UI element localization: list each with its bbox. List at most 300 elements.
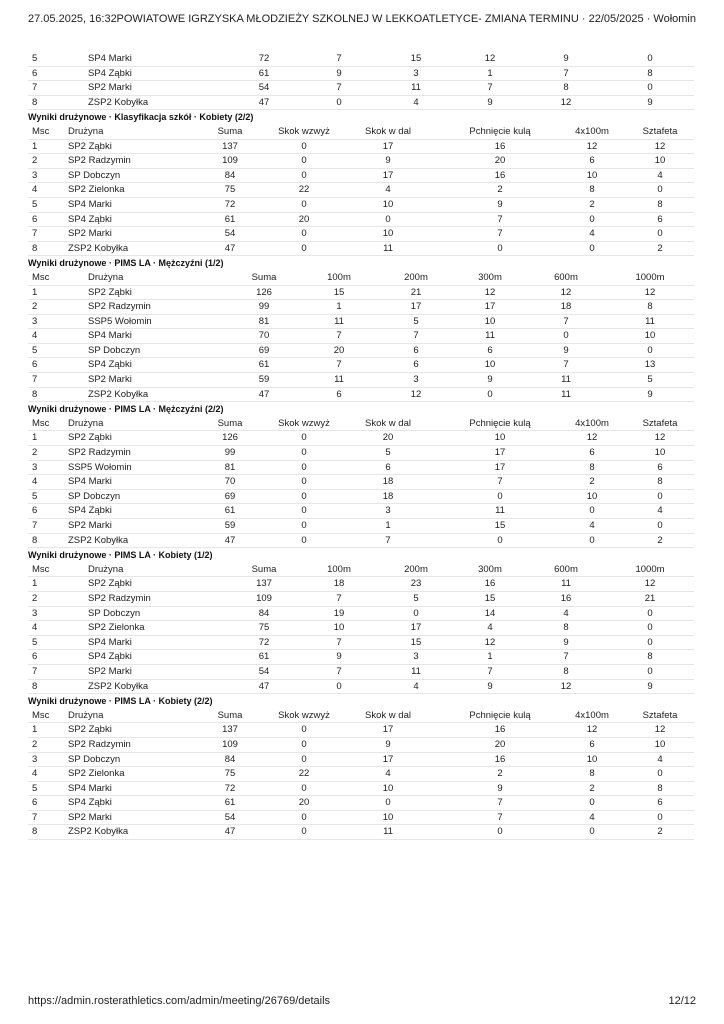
table-cell: 10 <box>654 738 666 750</box>
table-cell: 17 <box>494 461 506 473</box>
table-cell: SP2 Marki <box>68 228 112 240</box>
table-cell: SP4 Marki <box>88 330 132 342</box>
table-cell: 21 <box>410 286 422 298</box>
table-cell: 0 <box>589 534 595 546</box>
table-cell: 10 <box>382 198 394 210</box>
table-cell: 11 <box>561 374 571 386</box>
table-row <box>28 490 694 505</box>
table-cell: 12 <box>654 432 666 444</box>
column-header: 4x100m <box>575 709 609 721</box>
table-cell: 5 <box>413 592 419 604</box>
table-cell: 17 <box>410 301 422 313</box>
table-cell: SP2 Marki <box>88 374 132 386</box>
table-cell: 3 <box>413 374 419 386</box>
table-cell: 4 <box>32 330 38 342</box>
table-cell: SP2 Marki <box>68 520 112 531</box>
table-row <box>28 607 694 622</box>
table-cell: SP4 Ząbki <box>68 505 112 517</box>
table-cell: 4 <box>657 753 663 765</box>
table-row <box>28 227 694 242</box>
column-header: Skok w dal <box>365 709 411 721</box>
table-cell: 8 <box>32 826 38 838</box>
section-title: Wyniki drużynowe · PIMS LA · Kobiety (1/2) <box>28 550 213 561</box>
table-row <box>28 825 694 840</box>
table-cell: 12 <box>644 578 656 590</box>
table-cell: 9 <box>563 344 569 356</box>
table-cell: 10 <box>494 432 506 444</box>
section-title: Wyniki drużynowe · PIMS LA · Kobiety (2/2) <box>28 696 213 707</box>
table-row <box>28 329 694 344</box>
table-cell: 12 <box>560 286 572 298</box>
column-header: Skok w dal <box>365 125 411 137</box>
table-cell: 7 <box>563 315 569 327</box>
table-cell: 8 <box>563 82 569 94</box>
table-cell: 84 <box>224 169 236 181</box>
table-cell: 0 <box>589 242 595 254</box>
table-cell: 18 <box>333 578 345 590</box>
table-cell: 4 <box>32 768 38 780</box>
table-cell: 8 <box>657 782 663 794</box>
table-cell: 7 <box>497 476 503 488</box>
table-cell: 0 <box>336 680 342 692</box>
table-cell: 9 <box>336 651 342 663</box>
table-cell: 16 <box>494 140 506 152</box>
table-cell: 3 <box>32 169 38 181</box>
table-cell: 12 <box>586 432 598 444</box>
table-cell: 5 <box>647 374 653 386</box>
table-cell: 16 <box>484 578 496 590</box>
column-header: Pchnięcie kulą <box>469 417 531 429</box>
results-section <box>28 402 694 548</box>
table-cell: 1 <box>385 520 391 531</box>
table-cell: 2 <box>589 782 595 794</box>
table-header-row <box>28 563 694 578</box>
table-row <box>28 52 694 67</box>
table-cell: 12 <box>484 286 496 298</box>
table-cell: 0 <box>647 53 653 64</box>
table-cell: 2 <box>657 826 663 838</box>
column-header: Suma <box>217 125 243 137</box>
table-cell: SP4 Marki <box>68 782 112 794</box>
table-cell: 6 <box>32 67 38 79</box>
table-cell: 0 <box>301 169 307 181</box>
table-cell: SP2 Radzymin <box>88 592 151 604</box>
table-cell: 2 <box>657 242 663 254</box>
table-cell: 1 <box>336 301 342 313</box>
column-header: 200m <box>404 271 428 283</box>
table-cell: 109 <box>222 738 238 750</box>
table-cell: 20 <box>382 432 394 444</box>
table-cell: 11 <box>383 242 393 254</box>
table-row <box>28 519 694 534</box>
table-cell: ZSP2 Kobyłka <box>68 826 129 838</box>
table-cell: 10 <box>333 622 345 634</box>
table-cell: 20 <box>298 213 310 225</box>
table-cell: 0 <box>301 432 307 444</box>
table-cell: 7 <box>487 82 493 94</box>
table-cell: 6 <box>589 738 595 750</box>
table-cell: 15 <box>484 592 496 604</box>
table-cell: 21 <box>644 592 656 604</box>
table-cell: 61 <box>258 651 270 663</box>
table-cell: SP2 Ząbki <box>88 578 132 590</box>
table-row <box>28 680 694 695</box>
table-cell: SP Dobczyn <box>68 753 121 765</box>
table-cell: 12 <box>560 96 572 108</box>
table-cell: 6 <box>413 344 419 356</box>
column-header: Msc <box>32 271 50 283</box>
table-cell: SP2 Radzymin <box>68 738 131 750</box>
table-cell: 109 <box>222 155 238 167</box>
column-header: Suma <box>217 417 243 429</box>
table-cell: 10 <box>586 753 598 765</box>
table-row <box>28 388 694 403</box>
table-row <box>28 286 694 301</box>
table-cell: 59 <box>258 374 270 386</box>
table-row <box>28 242 694 257</box>
table-cell: 6 <box>32 505 38 517</box>
table-cell: 6 <box>589 447 595 459</box>
table-cell: 13 <box>644 359 656 371</box>
table-cell: 81 <box>258 315 270 327</box>
table-cell: 0 <box>497 242 503 254</box>
table-row <box>28 358 694 373</box>
table-cell: 3 <box>32 461 38 473</box>
table-row <box>28 67 694 82</box>
column-header: Sztafeta <box>642 125 678 137</box>
table-cell: 7 <box>497 811 503 823</box>
table-cell: 8 <box>657 476 663 488</box>
table-cell: 72 <box>258 636 270 648</box>
table-cell: 10 <box>382 782 394 794</box>
column-header: 1000m <box>635 271 665 283</box>
table-cell: 9 <box>487 96 493 108</box>
table-cell: 10 <box>586 490 598 502</box>
table-cell: 9 <box>385 155 391 167</box>
column-header: Suma <box>217 709 243 721</box>
table-cell: SP2 Ząbki <box>68 724 112 736</box>
table-cell: 84 <box>224 753 236 765</box>
table-row <box>28 796 694 811</box>
table-cell: 8 <box>32 534 38 546</box>
table-row <box>28 650 694 665</box>
table-cell: 10 <box>382 228 394 240</box>
table-cell: SP Dobczyn <box>68 490 121 502</box>
table-cell: 6 <box>32 651 38 663</box>
table-cell: 0 <box>301 782 307 794</box>
table-cell: 1 <box>32 286 38 298</box>
table-cell: 0 <box>301 520 307 531</box>
page-url[interactable]: https://admin.rosterathletics.com/admin/meeting/26769/details <box>28 995 331 1007</box>
table-cell: 12 <box>644 286 656 298</box>
table-cell: 8 <box>32 680 38 692</box>
column-header: Msc <box>32 125 50 137</box>
table-cell: 7 <box>497 213 503 225</box>
table-cell: 7 <box>336 665 342 677</box>
table-cell: 61 <box>224 213 236 225</box>
table-cell: SP Dobczyn <box>88 607 141 619</box>
table-cell: 0 <box>647 636 653 648</box>
table-cell: 7 <box>32 82 38 94</box>
table-cell: 0 <box>301 140 307 152</box>
table-cell: 5 <box>32 198 38 210</box>
column-header: Drużyna <box>88 563 124 575</box>
table-cell: 0 <box>647 344 653 356</box>
table-cell: 0 <box>647 665 653 677</box>
column-header: Pchnięcie kulą <box>469 709 531 721</box>
table-cell: 6 <box>32 213 38 225</box>
table-cell: 3 <box>385 505 391 517</box>
table-cell: 2 <box>657 534 663 546</box>
table-cell: 9 <box>497 198 503 210</box>
table-cell: SP4 Ząbki <box>68 213 112 225</box>
table-cell: 9 <box>487 374 493 386</box>
table-cell: 61 <box>258 359 270 371</box>
table-cell: 17 <box>382 169 394 181</box>
table-cell: 54 <box>258 665 270 677</box>
table-cell: 75 <box>224 184 236 196</box>
table-cell: 4 <box>563 607 569 619</box>
table-row <box>28 373 694 388</box>
table-cell: 9 <box>647 96 653 108</box>
table-row <box>28 154 694 169</box>
table-cell: 0 <box>301 447 307 459</box>
table-cell: 0 <box>301 198 307 210</box>
table-cell: 9 <box>647 680 653 692</box>
table-cell: 61 <box>224 797 236 809</box>
table-row <box>28 621 694 636</box>
column-header: Msc <box>32 563 50 575</box>
table-cell: 17 <box>410 622 422 634</box>
table-cell: 7 <box>336 359 342 371</box>
table-cell: 14 <box>484 607 496 619</box>
table-cell: 8 <box>32 242 38 254</box>
page-footer <box>28 995 696 1009</box>
table-cell: SP2 Radzymin <box>68 447 131 459</box>
table-cell: 7 <box>385 534 391 546</box>
table-cell: 7 <box>497 228 503 240</box>
table-cell: 7 <box>336 82 342 94</box>
table-row <box>28 300 694 315</box>
table-row <box>28 96 694 111</box>
column-header: 600m <box>554 271 578 283</box>
table-cell: 7 <box>336 592 342 604</box>
table-cell: 12 <box>484 636 496 648</box>
table-cell: 126 <box>222 432 238 444</box>
table-cell: 61 <box>224 505 236 517</box>
table-cell: 0 <box>301 461 307 473</box>
table-cell: 47 <box>258 680 270 692</box>
table-cell: 20 <box>298 797 310 809</box>
table-cell: 12 <box>560 680 572 692</box>
table-cell: 4 <box>32 622 38 634</box>
table-cell: 0 <box>657 184 663 196</box>
table-cell: 4 <box>413 96 419 108</box>
table-cell: 15 <box>410 53 422 64</box>
print-datetime: 27.05.2025, 16:32 <box>28 13 117 25</box>
table-cell: SP2 Zielonka <box>88 622 145 634</box>
table-header-row <box>28 271 694 286</box>
table-cell: 5 <box>32 53 38 64</box>
table-cell: 7 <box>563 67 569 79</box>
column-header: 200m <box>404 563 428 575</box>
table-cell: 0 <box>589 505 595 517</box>
table-cell: 16 <box>494 724 506 736</box>
table-cell: SP2 Zielonka <box>68 768 125 780</box>
table-cell: 0 <box>589 826 595 838</box>
table-cell: 5 <box>32 344 38 356</box>
table-cell: 9 <box>487 680 493 692</box>
column-header: 4x100m <box>575 125 609 137</box>
table-cell: 54 <box>224 228 236 240</box>
table-cell: 61 <box>258 67 270 79</box>
table-cell: 0 <box>589 797 595 809</box>
table-cell: SP2 Radzymin <box>88 301 151 313</box>
table-row <box>28 475 694 490</box>
table-cell: 7 <box>413 330 419 342</box>
column-header: Sztafeta <box>642 709 678 721</box>
table-cell: 7 <box>32 374 38 386</box>
table-cell: 99 <box>224 447 236 459</box>
table-cell: 9 <box>385 738 391 750</box>
table-cell: 6 <box>657 797 663 809</box>
table-cell: 12 <box>586 724 598 736</box>
column-header: Suma <box>251 563 277 575</box>
table-cell: 54 <box>258 82 270 94</box>
table-row <box>28 636 694 651</box>
table-cell: SSP5 Wołomin <box>88 315 152 327</box>
table-cell: 18 <box>382 476 394 488</box>
table-cell: 16 <box>560 592 572 604</box>
column-header: 300m <box>478 271 502 283</box>
table-cell: 20 <box>333 344 345 356</box>
table-cell: 7 <box>32 665 38 677</box>
table-cell: 6 <box>657 213 663 225</box>
table-cell: 9 <box>647 388 653 400</box>
table-cell: 0 <box>385 797 391 809</box>
table-cell: 6 <box>336 388 342 400</box>
table-cell: 8 <box>32 96 38 108</box>
table-cell: 1 <box>32 432 38 444</box>
table-cell: 22 <box>298 184 310 196</box>
table-cell: 18 <box>382 490 394 502</box>
results-section <box>28 52 694 110</box>
table-row <box>28 81 694 96</box>
table-cell: 69 <box>224 490 236 502</box>
table-cell: 2 <box>589 476 595 488</box>
table-cell: 7 <box>336 53 342 64</box>
table-cell: 3 <box>32 315 38 327</box>
table-cell: 10 <box>484 359 496 371</box>
table-cell: 0 <box>301 242 307 254</box>
table-header-row <box>28 125 694 140</box>
table-cell: 47 <box>258 96 270 108</box>
table-row <box>28 782 694 797</box>
table-cell: SP2 Marki <box>88 665 132 677</box>
table-cell: 6 <box>385 461 391 473</box>
table-cell: 10 <box>644 330 656 342</box>
table-row <box>28 344 694 359</box>
table-cell: 0 <box>497 490 503 502</box>
table-cell: 3 <box>413 67 419 79</box>
table-cell: SP2 Ząbki <box>88 286 132 298</box>
table-cell: 5 <box>385 447 391 459</box>
table-row <box>28 723 694 738</box>
table-cell: 1 <box>487 651 493 663</box>
table-cell: 1 <box>487 67 493 79</box>
results-section <box>28 548 694 694</box>
column-header: Suma <box>251 271 277 283</box>
table-cell: 15 <box>494 520 506 531</box>
table-cell: 5 <box>413 315 419 327</box>
results-section <box>28 256 694 402</box>
table-cell: 59 <box>224 520 236 531</box>
table-row <box>28 577 694 592</box>
table-cell: 17 <box>382 753 394 765</box>
results-section <box>28 110 694 256</box>
table-cell: 126 <box>256 286 272 298</box>
table-cell: 20 <box>494 155 506 167</box>
results-section <box>28 694 694 840</box>
table-cell: ZSP2 Kobyłka <box>88 680 149 692</box>
column-header: Skok wzwyż <box>278 709 330 721</box>
results-content <box>28 52 694 840</box>
table-cell: SP2 Marki <box>88 82 132 94</box>
table-cell: 137 <box>222 140 238 152</box>
column-header: Drużyna <box>68 125 104 137</box>
table-cell: 11 <box>383 826 393 838</box>
table-cell: 7 <box>32 228 38 240</box>
table-cell: 137 <box>256 578 272 590</box>
column-header: 100m <box>327 563 351 575</box>
table-cell: 10 <box>654 447 666 459</box>
table-cell: 4 <box>657 169 663 181</box>
table-cell: 16 <box>494 169 506 181</box>
table-cell: ZSP2 Kobyłka <box>88 388 149 400</box>
table-cell: 7 <box>336 636 342 648</box>
table-cell: 47 <box>224 826 236 838</box>
table-cell: SP4 Marki <box>88 636 132 648</box>
table-cell: 70 <box>258 330 270 342</box>
table-cell: 9 <box>336 67 342 79</box>
table-cell: 15 <box>333 286 345 298</box>
table-cell: 47 <box>224 534 236 546</box>
table-cell: 0 <box>657 811 663 823</box>
table-cell: 2 <box>32 738 38 750</box>
table-cell: 0 <box>657 768 663 780</box>
table-cell: 12 <box>410 388 422 400</box>
table-cell: 16 <box>494 753 506 765</box>
table-cell: 2 <box>32 301 38 313</box>
table-cell: 10 <box>484 315 496 327</box>
table-cell: 17 <box>494 447 506 459</box>
table-row <box>28 140 694 155</box>
table-cell: 8 <box>589 461 595 473</box>
table-cell: SP2 Ząbki <box>68 432 112 444</box>
table-cell: 2 <box>589 198 595 210</box>
table-cell: 0 <box>301 476 307 488</box>
table-cell: SP4 Marki <box>68 198 112 210</box>
section-title: Wyniki drużynowe · PIMS LA · Mężczyźni (1/2) <box>28 258 224 269</box>
table-cell: 18 <box>560 301 572 313</box>
table-cell: 72 <box>258 53 270 64</box>
table-cell: 2 <box>32 592 38 604</box>
table-cell: 137 <box>222 724 238 736</box>
table-cell: 11 <box>411 665 421 677</box>
column-header: Skok wzwyż <box>278 417 330 429</box>
table-cell: 6 <box>487 344 493 356</box>
column-header: Msc <box>32 709 50 721</box>
